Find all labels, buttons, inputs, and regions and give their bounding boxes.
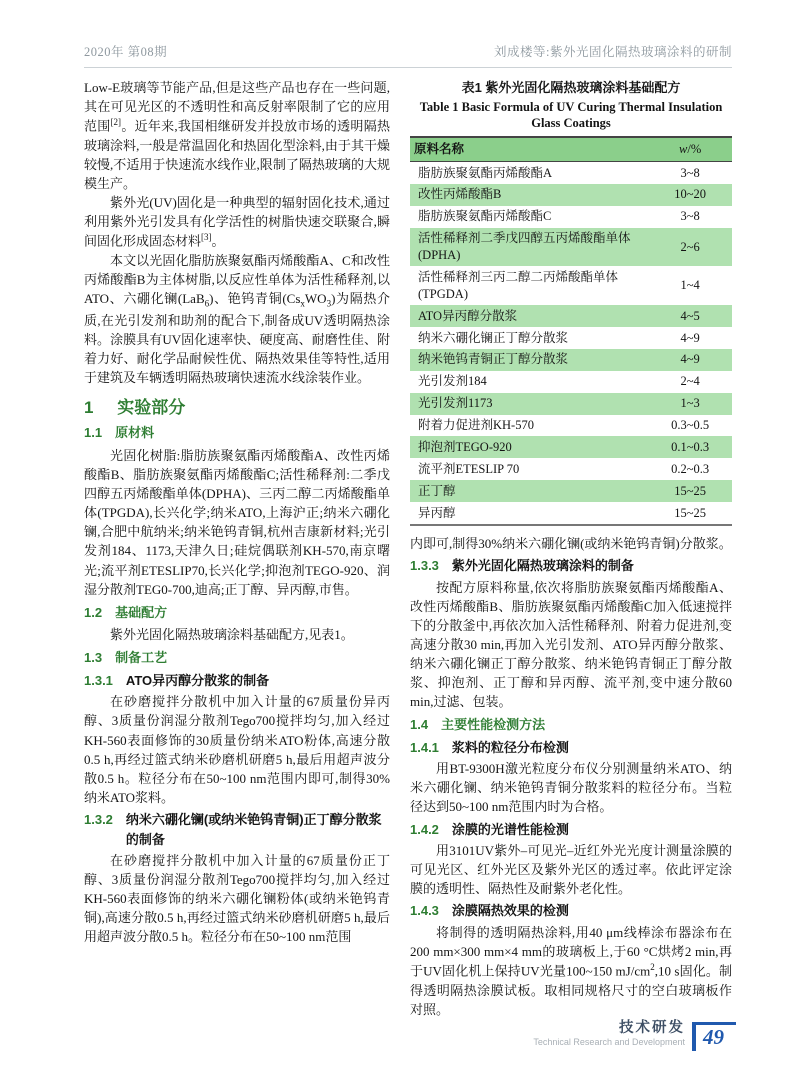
- ingredient-name: 活性稀释剂二季戊四醇五丙烯酸酯单体(DPHA): [418, 231, 631, 263]
- ingredient-name: 光引发剂184: [418, 374, 487, 389]
- column-header-w-percent: w/%: [648, 137, 732, 161]
- subsection-number: 1.2: [84, 604, 103, 620]
- ingredient-amount: 3~8: [680, 165, 700, 180]
- table-row: [410, 162, 732, 184]
- page-number-bracket: [692, 1022, 736, 1051]
- ingredient-amount: 4~5: [680, 308, 700, 323]
- left-column: [84, 78, 390, 947]
- ingredient-amount: 0.1~0.3: [671, 439, 710, 454]
- paragraph-materials: 光固化树脂:脂肪族聚氨酯丙烯酸酯A、改性丙烯酸酯B、脂肪族聚氨酯丙烯酸酯C;活性稀释剂:二季戊四醇五丙烯酸酯单体(DPHA)、三丙二醇二丙烯酸酯单体(TPGDA),长兴化学;纳米ATO,上海沪正;纳米六硼化镧,合肥中航纳米;纳米铯钨青铜,杭州吉康新材料;光引发剂184、1173,天津久日;硅烷偶联剂KH-570,南京曙光;流平剂ETESLIP70,长兴化学;抑泡剂TEGO-920、润湿分散剂TEG0-700,迪高;正丁醇、异丙醇,市售。: [84, 447, 390, 597]
- subsection-number: 1.1: [84, 425, 103, 441]
- table-title-en: Table 1 Basic Formula of UV Curing Thermal Insulation Glass Coatings: [419, 99, 723, 130]
- right-column: [410, 78, 732, 1019]
- subsubsection-number: 1.4.3: [410, 903, 439, 919]
- paragraph-spectral: 用3101UV紫外–可见光–近红外光光度计测量涂膜的可见光区、红外光区及紫外光区的透过率。依此评定涂膜的透明性、隔热性及耐紫外老化性。: [410, 843, 732, 897]
- paragraph-formula-ref: 紫外光固化隔热玻璃涂料基础配方,见表1。: [110, 627, 354, 643]
- subsubsection-number: 1.3.3: [410, 558, 439, 573]
- paragraph-slurry-continued: 内即可,制得30%纳米六硼化镧(或纳米铯钨青铜)分散浆。: [410, 535, 732, 551]
- table-title-cn: 表1 紫外光固化隔热玻璃涂料基础配方: [461, 80, 681, 95]
- subsubsection-heading-ato-slurry: [84, 671, 390, 691]
- table-header-row: [410, 137, 732, 161]
- ingredient-name: 脂肪族聚氨酯丙烯酸酯A: [418, 165, 553, 180]
- section-heading-experiment: [84, 397, 390, 418]
- table-row: [410, 480, 732, 502]
- ingredient-name: 异丙醇: [418, 505, 456, 520]
- ingredient-name: 抑泡剂TEGO-920: [418, 439, 512, 454]
- ingredient-name: ATO异丙醇分散浆: [418, 308, 518, 323]
- ingredient-amount: 15~25: [674, 483, 707, 498]
- subsubsection-heading-spectral: [410, 820, 732, 840]
- subsection-heading-process: [84, 648, 390, 668]
- subsubsection-heading-lab6-slurry: [84, 810, 390, 849]
- table-1-block: [410, 80, 732, 526]
- page-number: 49: [703, 1024, 724, 1049]
- table-row: [410, 371, 732, 393]
- table-row: [410, 502, 732, 525]
- section-number: 1: [84, 398, 94, 418]
- paragraph-insulation-test: 将制得的透明隔热涂料,用40 μm线棒涂布器涂布在200 mm×300 mm×4 mm的玻璃板上,于60 °C烘烤2 min,再于UV固化机上保持UV光量100~150 $mJ/cm^2,10$ s固化。制得透明隔热涂膜试板。取相同规格尺寸的空白玻璃板作对照。: [410, 924, 732, 1017]
- subsection-heading-formula: [84, 603, 390, 623]
- subsubsection-title: 涂膜隔热效果的检测: [451, 903, 569, 919]
- ingredient-amount: 0.3~0.5: [671, 418, 710, 433]
- ingredient-amount: 2~4: [680, 374, 700, 389]
- page-footer: [533, 1020, 736, 1051]
- table-row: [410, 184, 732, 206]
- ingredient-amount: 4~9: [680, 330, 700, 345]
- footer-column-labels: [533, 1020, 685, 1051]
- ingredient-name: 脂肪族聚氨酯丙烯酸酯C: [418, 209, 552, 224]
- subsection-heading-materials: [84, 423, 390, 443]
- table-row: [410, 458, 732, 480]
- ingredient-name: 流平剂ETESLIP 70: [418, 461, 520, 476]
- ingredient-name: 改性丙烯酸酯B: [418, 187, 502, 202]
- column-header-name: 原料名称: [410, 137, 648, 161]
- table-row: [410, 349, 732, 371]
- table-row: [410, 393, 732, 415]
- subsection-title: 原材料: [115, 425, 155, 441]
- subsection-title: 制备工艺: [115, 650, 168, 666]
- running-title: 刘成楼等:紫外光固化隔热玻璃涂料的研制: [494, 45, 732, 59]
- ingredient-amount: 1~3: [680, 396, 700, 411]
- paragraph-ato-slurry: 在砂磨搅拌分散机中加入计量的67质量份异丙醇、3质量份润湿分散剂Tego700搅拌均匀,加入经过KH-560表面修饰的30质量份纳米ATO粉体,高速分散0.5 h,再经过篮式纳米砂磨机研磨5 h,最后用超声波分散0.5 h。粒径分布在50~100 nm范围内即可,制得30%纳米ATO浆料。: [84, 694, 390, 805]
- page-header: [84, 42, 732, 68]
- subsubsection-title: 浆料的粒径分布检测: [451, 739, 569, 755]
- ingredient-amount: 1~4: [680, 278, 700, 293]
- ingredient-amount: 2~6: [680, 239, 700, 254]
- ingredient-amount: 0.2~0.3: [671, 461, 710, 476]
- table-row: [410, 436, 732, 458]
- ingredient-name: 纳米铯钨青铜正丁醇分散浆: [418, 352, 569, 367]
- ingredient-name: 附着力促进剂KH-570: [418, 418, 534, 433]
- subsection-title: 主要性能检测方法: [441, 717, 546, 733]
- subsubsection-number: 1.3.1: [84, 672, 113, 688]
- subsection-number: 1.3: [84, 650, 103, 666]
- table-row: [410, 415, 732, 437]
- ingredient-amount: 10~20: [674, 187, 707, 202]
- subsubsection-title: 紫外光固化隔热玻璃涂料的制备: [451, 558, 634, 573]
- table-row: [410, 206, 732, 228]
- ingredient-name: 活性稀释剂三丙二醇二丙烯酸酯单体(TPGDA): [418, 269, 619, 301]
- table-row: [410, 305, 732, 327]
- subsection-heading-test-methods: [410, 715, 732, 735]
- paragraph-lowe-glass: Low-E玻璃等节能产品,但是这些产品也存在一些问题,其在可见光区的不透明性和高反射率限制了它的应用范围[2]。近年来,我国相继研发并投放市场的透明隔热玻璃涂料,一般是常温固化和热固化型涂料,由于其干燥较慢,不适用于快速流水线作业,限制了隔热玻璃的大规模生产。: [84, 80, 390, 191]
- subsubsection-title: ATO异丙醇分散浆的制备: [125, 672, 270, 688]
- paragraph-lab6-slurry: 在砂磨搅拌分散机中加入计量的67质量份正丁醇、3质量份润湿分散剂Tego700搅拌均匀,加入经过KH-560表面修饰的纳米六硼化镧粉体(或纳米铯钨青铜),高速分散0.5 h,再经过篮式纳米砂磨机研磨5 h,最后用超声波分散0.5 h。粒径分布在50~100 nm范围: [84, 853, 390, 945]
- paragraph-uv-curing: 紫外光(UV)固化是一种典型的辐射固化技术,通过利用紫外光引发具有化学活性的树脂快速交联聚合,瞬间固化形成固态材料[3]。: [84, 194, 390, 249]
- paragraph-coating-prep: 按配方原料称量,依次将脂肪族聚氨酯丙烯酸酯A、改性丙烯酸酯B、脂肪族聚氨酯丙烯酸酯C加入低速搅拌下的分散釜中,再依次加入活性稀释剂、附着力促进剂,变高速分散30 min,再加入光引发剂、ATO异丙醇分散浆、纳米六硼化镧正丁醇分散浆、纳米铯钨青铜正丁醇分散浆、抑泡剂、正丁醇和异丙醇、流平剂,变中速分散60 min,过滤、包装。: [410, 579, 732, 710]
- ingredient-amount: 3~8: [680, 209, 700, 224]
- subsubsection-number: 1.4.2: [410, 821, 439, 837]
- ingredient-amount: 4~9: [680, 352, 700, 367]
- ingredient-name: 纳米六硼化镧正丁醇分散浆: [418, 330, 569, 345]
- table-row: [410, 228, 732, 267]
- footer-column-name-cn: 技术研发: [619, 1019, 685, 1036]
- paragraph-particle-size: 用BT-9300H激光粒度分布仪分别测量纳米ATO、纳米六硼化镧、纳米铯钨青铜分散浆料的粒径分布。当粒径达到50~100 nm范围内时为合格。: [410, 761, 732, 815]
- subsection-title: 基础配方: [115, 604, 168, 620]
- subsubsection-number: 1.3.2: [84, 812, 113, 827]
- ingredient-name: 光引发剂1173: [418, 396, 493, 411]
- subsubsection-heading-particle-size: [410, 738, 732, 758]
- table-row: [410, 327, 732, 349]
- table-row: [410, 266, 732, 305]
- footer-column-name-en: Technical Research and Development: [533, 1037, 685, 1048]
- subsubsection-heading-insulation-test: [410, 901, 732, 921]
- subsubsection-heading-coating-prep: [410, 556, 732, 576]
- subsubsection-number: 1.4.1: [410, 739, 439, 755]
- formula-table: [410, 136, 732, 526]
- subsubsection-title: 涂膜的光谱性能检测: [451, 821, 569, 837]
- section-title: 实验部分: [117, 398, 186, 418]
- ingredient-name: 正丁醇: [418, 483, 456, 498]
- paragraph-this-work: 本文以光固化脂肪族聚氨酯丙烯酸酯A、C和改性丙烯酸酯B为主体树脂,以反应性单体为活性稀释剂,以ATO、六硼化镧(LaB$_6$)、铯钨青铜$(Cs_xWO_3)$为隔热介质,在光引发剂和助剂的配合下,制备成UV透明隔热涂料。涂膜具有UV固化速率快、硬度高、耐磨性佳、附着力好、耐化学品耐候性优、隔热效果佳等特性,适用于建筑及车辆透明隔热玻璃快速流水线涂装作业。: [84, 252, 390, 385]
- subsection-number: 1.4: [410, 717, 429, 733]
- ingredient-amount: 15~25: [674, 505, 707, 520]
- issue-info: 2020年 第08期: [84, 45, 168, 59]
- subsubsection-title: 纳米六硼化镧(或纳米铯钨青铜)正丁醇分散浆的制备: [125, 812, 382, 847]
